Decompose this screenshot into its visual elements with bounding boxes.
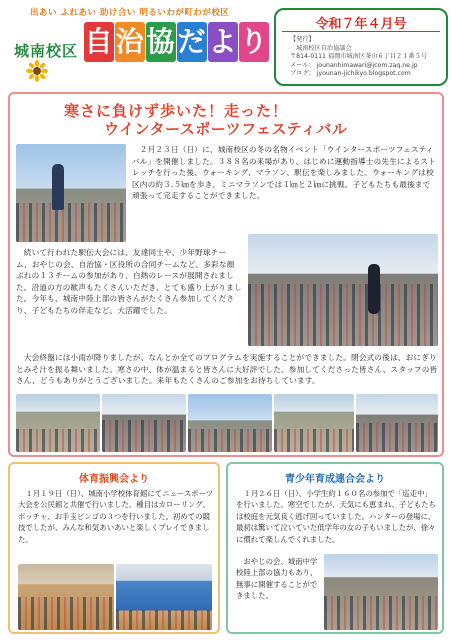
issuer-label: 【発行】 <box>290 36 315 43</box>
main-article <box>8 92 444 457</box>
photo-gym-players <box>18 564 114 630</box>
photo-closing <box>356 394 438 452</box>
newsletter-header <box>4 4 448 86</box>
article-paragraph-3: 大会終盤には小雨が降りましたが、なんとか全てのプログラムを実施することができました。閉会式の後は、おにぎりとみそ汁を振る舞いました。寒さの中、体が温まると皆さんに大好評でした。参加してくださった皆さん、スタッフの皆さん、どうもありがとうございました。来年もたくさんのご参加をお待ちしています。 <box>16 353 438 386</box>
issue-info-box <box>274 8 448 86</box>
photo-marathon-start <box>102 394 186 452</box>
issuer-email: メール： jounanhimawari@jcom.zaq.ne.jp <box>290 61 418 69</box>
tagline: 出あい ふれあい 助け合い 明るいわが町わが校区 <box>30 8 230 18</box>
school-name: 城南校区 <box>14 42 79 60</box>
speaker-figure <box>52 164 64 210</box>
youth-association-panel <box>226 462 444 634</box>
issuer-name: 城南校区自治協議会 <box>296 44 352 52</box>
issuer-blog: ブログ： jyounan-jichikyo.blogspot.com <box>290 70 411 78</box>
panel-text: １月２６日（日）、小学生約１６０名の参加で「巡走中」を行いました。寒空でしたが、天気にも恵まれ、子どもたちは校庭を元気良く逃げ回っていました。ハンターの登場に、最初は驚いて泣いていた低学年の女の子もいましたが、徐々に慣れて楽しんでくれました。 <box>236 489 436 544</box>
photo-walking <box>16 394 100 452</box>
sunflower-logo-icon <box>26 60 48 82</box>
title-char-block: 治 <box>115 22 145 62</box>
masthead <box>4 4 272 86</box>
panel-title: 体育振興会より <box>79 474 149 485</box>
title-char-block: だ <box>177 22 207 62</box>
title-char-block: り <box>239 22 269 62</box>
newsletter-title <box>84 20 270 62</box>
photo-schoolyard <box>324 554 438 630</box>
photo-opening-stretch <box>16 144 126 242</box>
panel-text-2: おやじの会、城南中学校陸上部の協力もあり、無事に開催することができました。 <box>236 557 318 601</box>
article-title-line1: 寒さに負けず歩いた！走った！ <box>64 102 289 120</box>
issue-date: 令和７年４月号 <box>315 17 407 32</box>
photo-kids-running <box>188 394 272 452</box>
photo-gym-court <box>116 564 212 630</box>
panel-text: １月１９日（日）、城南小学校体育館にてニュースポーツ大会を公民館と共催で行いました。種目はカローリング、ボッチャ、お手玉ビンゴの３つを行いました。初めての競技でしたが、みんな和気あいあいと楽しくプレイできました。 <box>18 489 214 544</box>
article-title-line2: ウインタースポーツフェスティバル <box>104 120 348 138</box>
title-char-block: よ <box>208 22 238 62</box>
article-paragraph-1: ２月２３日（日）に、城南校区の冬の名物イベント「ウインタースポーツフェスティバル」を開催しました。３８８名の来場があり、はじめに運動指導士の先生によるストレッチを行った後、ウォーキング、マラソン、駅伝を楽しみました。ウォーキングは校区内の約３.５㎞を歩き、ミニマラソンでは１㎞と２㎞に挑戦。子どもたちも最後まで頑張って完走することができました。 <box>132 145 436 201</box>
photo-relay-race <box>274 394 354 452</box>
title-char-block: 自 <box>84 22 114 62</box>
runner-figure <box>368 264 380 314</box>
title-char-block: 協 <box>146 22 176 62</box>
photo-relay-finish <box>248 234 438 346</box>
issuer-address: 〒814-0111 福岡市城南区茶山６丁目２１番５号 <box>290 53 427 61</box>
publisher-info <box>290 36 427 79</box>
article-paragraph-2: 続いて行われた駅伝大会には、友達同士や、少年野球チーム、おやじの会、自治協・区役所の合同チームなど、多彩な顔ぶれの１３チームの参加があり、白熱のレースが展開されました。沿道の方の歓声もたくさんいただき、とても盛り上がりました。今年も、城南中陸上部の皆さんがたくさん参加してくださり、子どもたちの伴走など、大活躍でした。 <box>16 248 242 315</box>
panel-title: 青少年育成連合会より <box>285 474 385 485</box>
divider <box>282 31 440 32</box>
sports-association-panel <box>8 462 220 634</box>
